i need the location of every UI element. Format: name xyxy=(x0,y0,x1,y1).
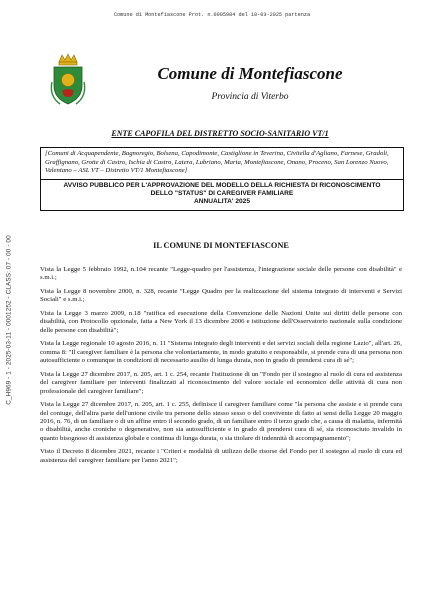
ente-capofila-heading: ENTE CAPOFILA DEL DISTRETTO SOCIO-SANITARIO VT/1 xyxy=(111,129,329,138)
section-title: IL COMUNE DI MONTEFIASCONE xyxy=(153,241,289,250)
side-stamp-text: C_H969 - 1 - 2025-03-11 - 0001252 - CLASS: 07 - 00 - 00 xyxy=(5,235,13,405)
document-header xyxy=(100,64,400,102)
notice-title-line: AVVISO PUBBLICO PER L'APPROVAZIONE DEL MODELLO DELLA RICHIESTA DI RICONOSCIMENTO xyxy=(63,181,381,189)
province-subtitle: Provincia di Viterbo xyxy=(211,92,289,102)
legal-paragraph: Vista la Legge 27 dicembre 2017, n. 205, art. 1 c. 255, definisce il caregiver familiare come "la persona che assiste e si prende cura del coniuge, dell'altra parte dell'unione civile tra persone dello stesso sesso o del convivente di fatto ai sensi della Legge 20 maggio 2016, n. 76, di un familiare o di un affine entro il secondo grado, di un familiare entro il terzo grado che, a causa di malattia, infermità o disabilità, anche croniche o degenerative, non sia autosufficiente e in grado di prendersi cura di sé, sia riconosciuto invalido in quanto bisognoso di assistenza globale e continua di lunga durata, o sia titolare di indennità di accompagnamento"; xyxy=(40,401,403,442)
legal-paragraph: Vista la Legge 3 marzo 2009, n.18 "ratifica ed esecuzione della Convenzione delle Nazioni Unite sui diritti delle persone con disabilità, con Protocollo opzionale, fatta a New York il 13 dicembre 2006 e istituzione dell'Osservatorio nazionale sulla condizione delle persone con disabilità"; xyxy=(40,310,402,334)
notice-box xyxy=(40,147,404,211)
public-notice-title xyxy=(41,180,403,210)
municipality-title: Comune di Montefiascone xyxy=(157,64,343,83)
municipal-crest-icon xyxy=(50,52,86,108)
protocol-line: Comune di Montefiascone Prot. n.0005984 del 10-03-2025 partenza xyxy=(113,12,311,18)
notice-title-line: ANNUALITA' 2025 xyxy=(193,198,251,206)
legal-paragraph: Vista la Legge 8 novembre 2000, n. 328, recante "Legge Quadro per la realizzazione del sistema integrato di interventi e Servizi Sociali" e s.m.i.; xyxy=(40,288,402,304)
district-municipalities: [Comuni di Acquapendente, Bagnoregio, Bolsena, Capodimonte, Castiglione in Teverina, Civitella d'Agliano, Farnese, Gradoli, Graffignano, Grotte di Castro, Ischia di Castro, Latera, Lubriano, Marta, Montefiascone, Onano, Proceno, San Lorenzo Nuovo, Valentano – ASL VT – Distretto VT/1 Montefiascone] xyxy=(41,148,403,180)
legal-paragraph: Vista la Legge 27 dicembre 2017, n. 205, art. 1 c. 254, recante l'istituzione di un "Fondo per il sostegno al ruolo di cura ed assistenza del caregiver familiare per interventi finalizzati al riconoscimento del valore sociale ed economico delle attività di cura non professionale del caregiver familiare"; xyxy=(40,370,402,395)
legal-paragraph: Visto il Decreto 8 dicembre 2021, recante i "Criteri e modalità di utilizzo delle risorse del Fondo per il sostegno al ruolo di cura ed assistenza del caregiver familiare per l'anno 2021"; xyxy=(40,448,402,464)
document-body xyxy=(40,266,402,470)
legal-paragraph: Vista la Legge regionale 10 agosto 2016, n. 11 "Sistema integrato degli interventi e dei servizi sociali della regione Lazio", all'art. 26, comma 8: "Il caregiver familiare è la persona che volontariamente, in modo gratuito e responsabile, si prende cura di una persona non autosufficiente o comunque in condizioni di necessario ausilio di lunga durata, non in grado di prendersi cura di sé"; xyxy=(40,340,402,365)
notice-title-line: DELLO "STATUS" DI CAREGIVER FAMILIARE xyxy=(150,189,294,197)
legal-paragraph: Vista la Legge 5 febbraio 1992, n.104 recante "Legge-quadro per l'assistenza, l'integrazione sociale delle persone con disabilità" e s.m.i.; xyxy=(40,266,402,282)
side-stamp xyxy=(4,160,14,480)
